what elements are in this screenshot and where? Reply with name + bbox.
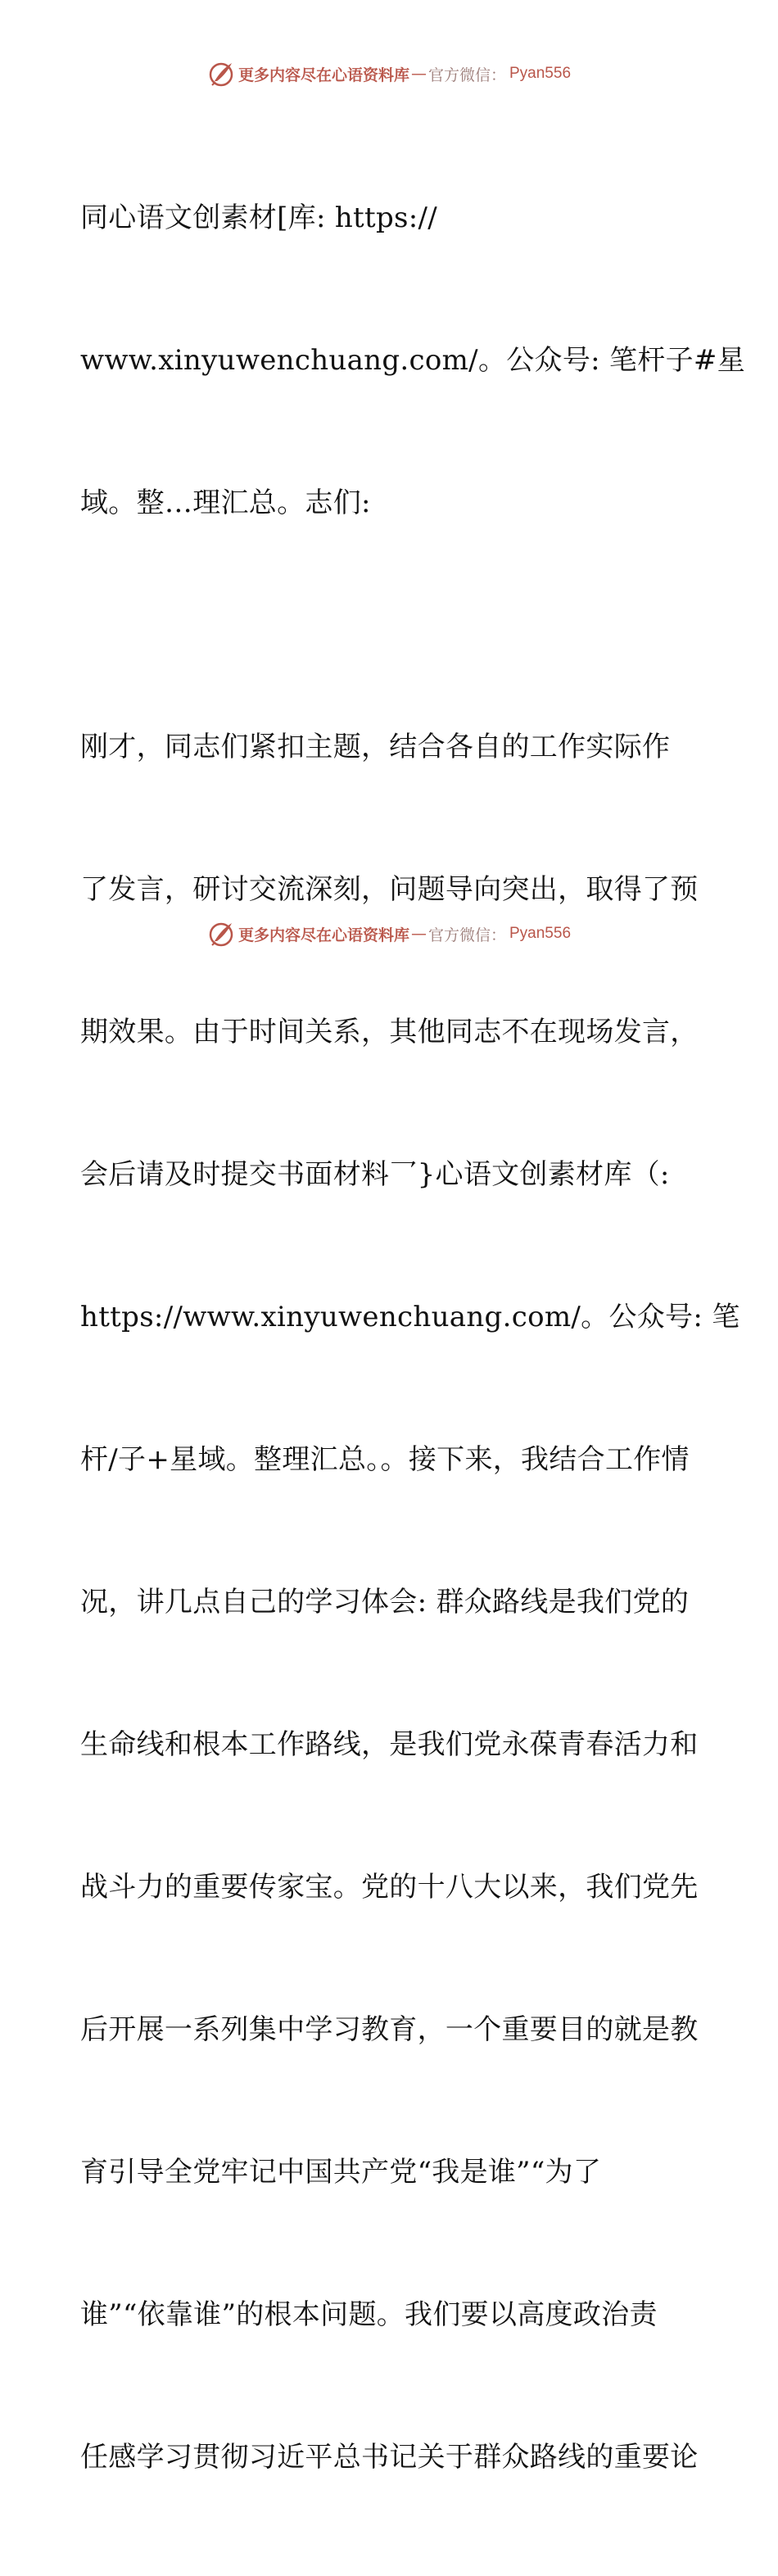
text-line: 任感学习贯彻习近平总书记关于群众路线的重要论 (80, 2441, 699, 2474)
text-line: 生命线和根本工作路线，是我们党永葆青春活力和 (80, 1728, 699, 1761)
text-line: https://www.xinyuwenchuang.com/。公众号: 笔 (80, 1301, 740, 1333)
text-line: 后开展一系列集中学习教育，一个重要目的就是教 (80, 2013, 699, 2046)
text-line: 会后请及时提交书面材料乛}心语文创素材库（: (80, 1158, 670, 1191)
text-line: 况，讲几点自己的学习体会: 群众路线是我们党的 (80, 1586, 690, 1618)
watermark-text: 更多内容尽在心语资料库 (237, 926, 409, 944)
text-line: 同心语文创素材[库: https:// (80, 201, 438, 234)
watermark-text: 更多内容尽在心语资料库 (237, 66, 409, 84)
quill-pen-icon (207, 920, 235, 948)
watermark-separator: — (410, 65, 427, 83)
wechat-label: 官方微信： (427, 66, 506, 84)
text-line: www.xinyuwenchuang.com/。公众号: 笔杆子#星 (80, 344, 745, 377)
text-line: 谁”“依靠谁”的根本问题。我们要以高度政治责 (80, 2298, 658, 2331)
text-line: 域。整…理汇总。志们: (80, 487, 371, 519)
quill-pen-icon (207, 60, 235, 88)
body-text (80, 99, 745, 2576)
wechat-id: Pyan556 (509, 65, 572, 82)
text-line: 了发言，研讨交流深刻，问题导向突出，取得了预 (80, 873, 699, 906)
wechat-label: 官方微信： (427, 926, 506, 944)
footer-watermark (0, 917, 778, 950)
text-line: 期效果。由于时间关系，其他同志不在现场发言， (80, 1016, 699, 1048)
watermark-separator: — (410, 925, 427, 943)
wechat-id: Pyan556 (509, 925, 572, 942)
text-line: 刚才，同志们紧扣主题，结合各自的工作实际作 (80, 731, 671, 763)
text-line: 育引导全党牢记中国共产党“我是谁”“为了 (80, 2156, 602, 2189)
text-line: 杆/子+星域。整理汇总。。接下来，我结合工作情 (80, 1443, 690, 1476)
header-watermark (0, 57, 778, 90)
paragraph-1 (80, 99, 745, 622)
text-line: 战斗力的重要传家宝。党的十八大以来，我们党先 (80, 1871, 699, 1904)
